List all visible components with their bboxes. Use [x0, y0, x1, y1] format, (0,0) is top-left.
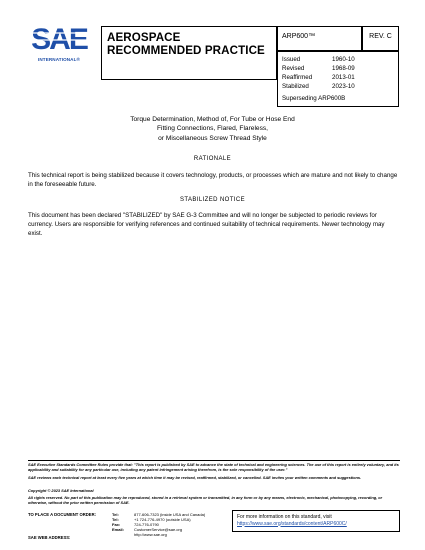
copyright-line: Copyright © 2023 SAE International — [28, 488, 94, 493]
rights-statement: All rights reserved. No part of this publication may be reproduced, stored in a retrieval system or transmitted, in any form or by any means, electronic, mechanical, photocopying, recording, or otherwise, without the prior written permission of SAE. — [28, 495, 383, 505]
date-row — [282, 55, 394, 64]
document-number: ARP600™ — [277, 26, 362, 51]
contact-label: Fax: — [112, 522, 121, 527]
date-row — [282, 73, 394, 82]
contact-block — [112, 512, 205, 537]
contact-value: 724-776-0790 — [134, 522, 159, 527]
contact-email-link[interactable]: CustomerService@sae.org — [134, 527, 183, 532]
logo-subtitle: INTERNATIONAL® — [38, 57, 80, 62]
date-value: 2013-01 — [332, 74, 355, 81]
sae-logo — [28, 24, 90, 66]
document-type-box — [101, 26, 277, 80]
document-type-line2: RECOMMENDED PRACTICE — [107, 43, 265, 57]
date-label: Revised — [282, 65, 305, 72]
contact-label: Tel: — [112, 517, 119, 522]
dates-box — [277, 51, 399, 107]
order-heading: TO PLACE A DOCUMENT ORDER: — [28, 512, 97, 517]
stabilized-text: This document has been declared "STABILIZED" by SAE G-3 Committee and will no longer be subjected to periodic reviews for currency. Users are responsible for verifying references and continued suitability of technical requirements. Newer technology may exist. — [28, 212, 385, 237]
date-row — [282, 64, 394, 73]
contact-value: +1 724-776-4970 (outside USA) — [134, 517, 191, 522]
contact-label: Email: — [112, 527, 125, 532]
date-value: 1968-09 — [332, 65, 355, 72]
sae-logo-icon — [28, 24, 90, 54]
more-info-text: For more information on this standard, visit — [237, 514, 332, 520]
date-value: 1960-10 — [332, 56, 355, 63]
date-label: Reaffirmed — [282, 74, 313, 81]
document-subject — [120, 115, 305, 143]
footer-divider — [28, 460, 400, 461]
subject-line: Fitting Connections, Flared, Flareless, — [156, 125, 269, 133]
contact-label: Tel: — [112, 512, 119, 517]
web-address-link[interactable]: http://www.sae.org — [134, 532, 167, 537]
contact-value: 877-606-7323 (inside USA and Canada) — [134, 512, 206, 517]
contact-row — [112, 532, 205, 537]
date-value: 2023-10 — [332, 83, 355, 90]
subject-line: or Miscellaneous Screw Thread Style — [158, 134, 267, 142]
rationale-text: This technical report is being stabilized because it covers technology, products, or processes which are mature and not likely to change in the foreseeable future. — [28, 172, 398, 188]
web-address-heading: SAE WEB ADDRESS: — [28, 535, 71, 540]
more-info-box — [232, 510, 400, 532]
date-label: Stabilized — [282, 83, 309, 90]
date-row — [282, 82, 394, 91]
rationale-heading: RATIONALE — [193, 156, 232, 162]
revision-label: REV. C — [362, 26, 399, 51]
subject-line: Torque Determination, Method of, For Tube or Hose End — [130, 116, 295, 123]
review-statement: SAE reviews each technical report at least every five years at which time it may be revised, reaffirmed, stabilized, or cancelled. SAE invites your written comments and suggestions. — [28, 475, 362, 480]
standard-link[interactable]: https://www.sae.org/standards/content/ARP600C/ — [237, 520, 347, 527]
stabilized-heading: STABILIZED NOTICE — [179, 197, 246, 203]
document-type-line1: AEROSPACE — [107, 31, 181, 44]
date-label: Issued — [282, 56, 301, 63]
svg-text:SAE: SAE — [31, 24, 87, 54]
policy-statement: SAE Executive Standards Committee Rules provide that: "This report is published by SAE to advance the state of technical and engineering sciences. The use of this report is entirely voluntary, and its applicability and suitability for any particular use, including any patent infringement arising therefrom, is the sole responsibility of the user." — [28, 462, 399, 472]
superseding-note: Superseding ARP600B — [282, 95, 346, 102]
